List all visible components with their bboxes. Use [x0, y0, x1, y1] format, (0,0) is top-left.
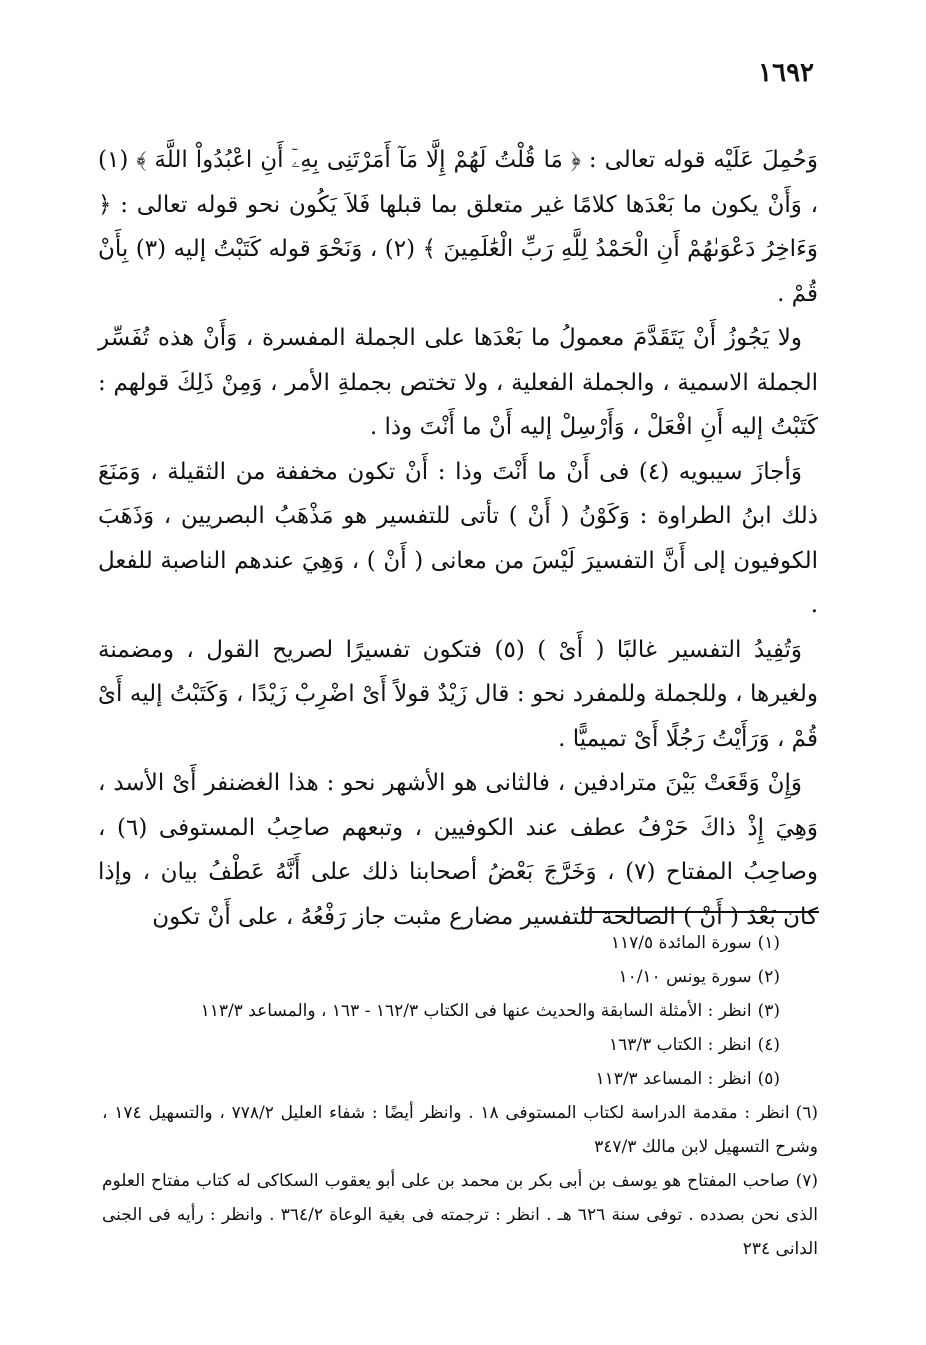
footnote-number: (٧) — [795, 1171, 818, 1191]
footnote-text: انظر : الكتاب ١٦٣/٣ — [608, 1035, 752, 1055]
footnote-7 — [102, 1164, 818, 1266]
footnote-text: انظر : مقدمة الدراسة لكتاب المستوفى ١٨ . وانظر أيضًا : شفاء العليل ٧٧٨/٢ ، والتسهيل ١٧٤ ، وشرح التسهيل لابن مالك ٣٤٧/٣ — [102, 1103, 818, 1157]
footnote-text: انظر : المساعد ١١٣/٣ — [595, 1069, 752, 1089]
footnote-number: (٣) — [757, 1001, 780, 1021]
footnote-3 — [102, 994, 818, 1028]
footnote-text: سورة يونس ١٠/١٠ — [618, 967, 752, 987]
page-number: ١٦٩٢ — [758, 58, 814, 88]
paragraph-3: وَأجازَ سيبويه (٤) فى أَنْ ما أَنْتَ وذا : أَنْ تكون مخففة من الثقيلة ، وَمَنَعَ ذلك ابنُ الطراوة : وَكَوْنُ ( أَنْ ) تأتى للتفسير هو مَذْهَبُ البصريين ، وَذَهَبَ الكوفيون إلى أَنَّ التفسيرَ لَيْسَ من معانى ( أَنْ ) ، وَهِيَ عندهم الناصبة للفعل . — [98, 458, 818, 618]
footnotes — [102, 926, 818, 1266]
footnote-6 — [102, 1096, 818, 1164]
footnote-separator — [581, 911, 819, 913]
main-text — [98, 138, 818, 939]
footnote-1 — [102, 926, 818, 960]
paragraph-1: وَحُمِلَ عَلَيْه قوله تعالى : ﴿ مَا قُلْتُ لَهُمْ إِلَّا مَآ أَمَرْتَنِى بِهِۦٓ أَنِ اعْبُدُواْ اللَّهَ ﴾ (١) ، وَأَنْ يكون ما بَعْدَها كلامًا غير متعلق بما قبلها فَلاَ يَكُون نحو قوله تعالى : ﴿ وَءَاخِرُ دَعْوَىٰهُمْ أَنِ الْحَمْدُ لِلَّهِ رَبِّ الْعَٰلَمِينَ ﴾ (٢) ، وَنَحْوَ قوله كَتَبْتُ إليه (٣) بِأَنْ قُمْ . — [98, 147, 818, 307]
paragraph-2: ولا يَجُوزُ أَنْ يَتَقَدَّمَ معمولُ ما بَعْدَها على الجملة المفسرة ، وَأَنْ هذه تُفَسِّر الجملة الاسمية ، والجملة الفعلية ، ولا تختص بجملةِ الأمر ، وَمِنْ ذَلِكَ قولهم : كَتَبْتُ إليه أَنِ افْعَلْ ، وَأَرْسِلْ إليه أَنْ ما أَنْتَ وذا . — [98, 325, 818, 440]
footnote-number: (١) — [757, 933, 780, 953]
footnote-text: صاحب المفتاح هو يوسف بن أبى بكر بن محمد بن على أبو يعقوب السكاكى له كتاب مفتاح العلوم الذى نحن بصدده . توفى سنة ٦٢٦ هـ . انظر : ترجمته فى بغية الوعاة ٣٦٤/٢ . وانظر : رأيه فى الجنى الدانى ٢٣٤ — [102, 1171, 818, 1259]
footnote-5 — [102, 1062, 818, 1096]
footnote-4 — [102, 1028, 818, 1062]
footnote-number: (٦) — [795, 1103, 819, 1123]
paragraph-4: وَتُفِيدُ التفسير غالبًا ( أَىْ ) (٥) فتكون تفسيرًا لصريح القول ، ومضمنة ولغيرها ، وللجملة وللمفرد نحو : قال زَيْدٌ قولاً أَىْ اضْرِبْ زَيْدًا ، وَكَتَبْتُ إليه أَىْ قُمْ ، وَرَأَيْتُ رَجُلًا أَىْ تميميًّا . — [98, 636, 818, 752]
footnote-text: انظر : الأمثلة السابقة والحديث عنها فى الكتاب ١٦٢/٣ - ١٦٣ ، والمساعد ١١٣/٣ — [200, 1001, 752, 1021]
footnote-number: (٢) — [757, 967, 780, 987]
footnote-2 — [102, 960, 818, 994]
paragraph-5: وَإِنْ وَقَعَتْ بَيْنَ مترادفين ، فالثانى هو الأشهر نحو : هذا الغضنفر أَىْ الأسد ، وَهِيَ إِذْ ذاكَ حَرْفُ عطف عند الكوفيين ، وتبعهم صاحِبُ المستوفى (٦) ، وصاحِبُ المفتاح (٧) ، وَخَرَّجَ بَعْضُ أصحابنا ذلك على أَنَّهُ عَطْفُ بيان ، وإذا كان بَعْدَ ( أَنْ ) الصالحة للتفسير مضارع مثبت جاز رَفْعُهُ ، على أَنْ تكون — [98, 770, 818, 930]
footnote-number: (٥) — [757, 1069, 780, 1089]
footnote-text: سورة المائدة ١١٧/٥ — [610, 933, 752, 953]
footnote-number: (٤) — [757, 1035, 780, 1055]
